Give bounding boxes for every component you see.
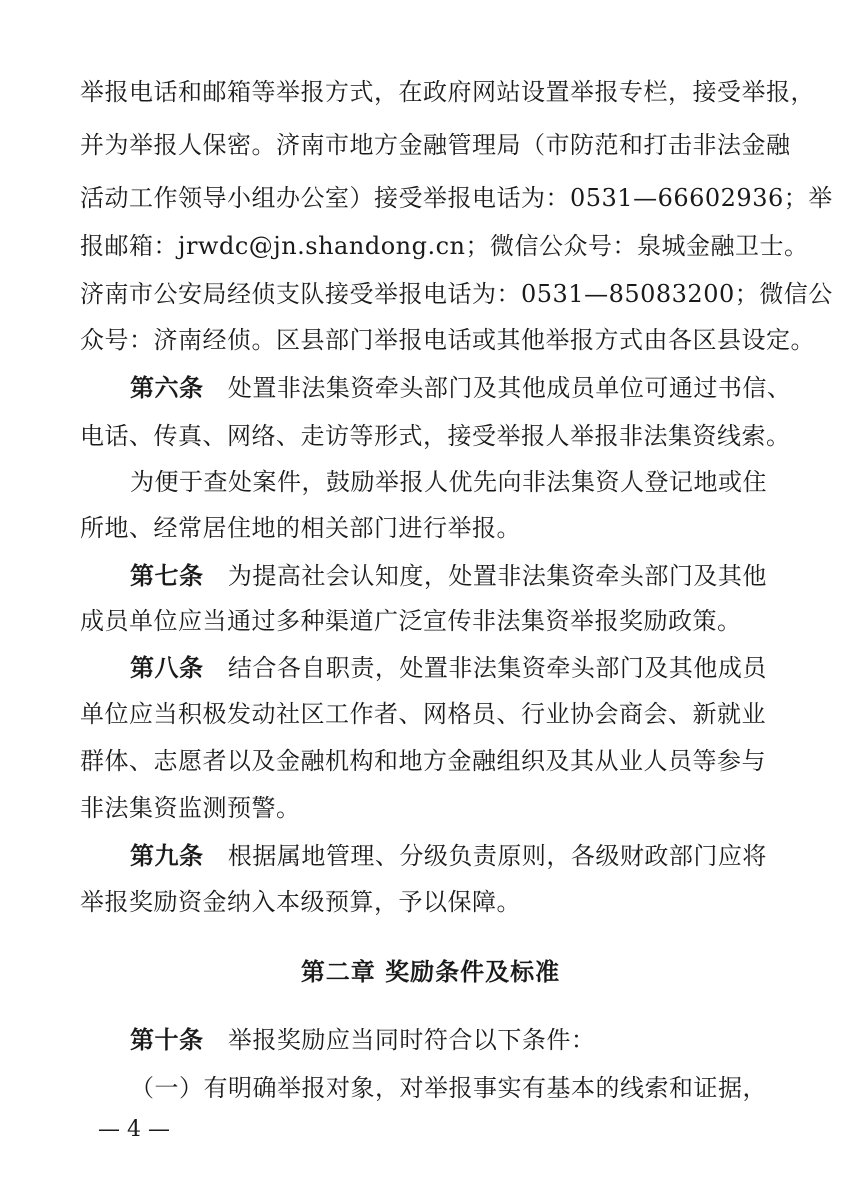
- article-text: 举报奖励应当同时符合以下条件：: [227, 1026, 596, 1054]
- body-line: 成员单位应当通过多种渠道广泛宣传非法集资举报奖励政策。: [80, 607, 742, 635]
- article-9: [130, 840, 767, 872]
- article-text: 处置非法集资牵头部门及其他成员单位可通过书信、: [227, 374, 792, 402]
- body-line: 电话、传真、网络、走访等形式，接受举报人举报非法集资线索。: [80, 422, 791, 450]
- body-line: 群体、志愿者以及金融机构和地方金融组织及其从业人员等参与: [80, 747, 766, 775]
- body-line: 济南市公安局经侦支队接受举报电话为：0531—85083200；微信公: [80, 280, 833, 308]
- body-line: 举报电话和邮箱等举报方式，在政府网站设置举报专栏，接受举报，: [80, 78, 815, 106]
- body-line: 众号：济南经侦。区县部门举报电话或其他举报方式由各区县设定。: [80, 326, 815, 354]
- article-label: 第八条: [130, 654, 204, 682]
- article-8: [130, 652, 767, 684]
- body-line: 所地、经常居住地的相关部门进行举报。: [80, 514, 521, 542]
- body-line: 单位应当积极发动社区工作者、网格员、行业协会商会、新就业: [80, 700, 766, 728]
- article-label: 第六条: [130, 374, 204, 402]
- article-text: 结合各自职责，处置非法集资牵头部门及其他成员: [227, 654, 767, 682]
- article-text: 根据属地管理、分级负责原则，各级财政部门应将: [227, 842, 767, 870]
- article-10: [130, 1024, 595, 1056]
- article-label: 第七条: [130, 562, 204, 590]
- body-line: 活动工作领导小组办公室）接受举报电话为：0531—66602936；举: [80, 184, 833, 212]
- page-number: — 4 —: [98, 1117, 170, 1142]
- chapter-heading: 第二章 奖励条件及标准: [300, 958, 561, 986]
- body-line: 举报奖励资金纳入本级预算，予以保障。: [80, 888, 521, 916]
- article-6: [130, 372, 791, 404]
- body-line: 报邮箱：jrwdc@jn.shandong.cn；微信公众号：泉城金融卫士。: [80, 232, 809, 260]
- article-7: [130, 560, 767, 592]
- article-label: 第十条: [130, 1026, 204, 1054]
- article-text: 为提高社会认知度，处置非法集资牵头部门及其他: [227, 562, 767, 590]
- article-label: 第九条: [130, 842, 204, 870]
- body-line: （一）有明确举报对象，对举报事实有基本的线索和证据，: [130, 1074, 767, 1102]
- body-line: 为便于查处案件，鼓励举报人优先向非法集资人登记地或住: [130, 468, 767, 496]
- body-line: 并为举报人保密。济南市地方金融管理局（市防范和打击非法金融: [80, 131, 791, 159]
- body-line: 非法集资监测预警。: [80, 794, 301, 822]
